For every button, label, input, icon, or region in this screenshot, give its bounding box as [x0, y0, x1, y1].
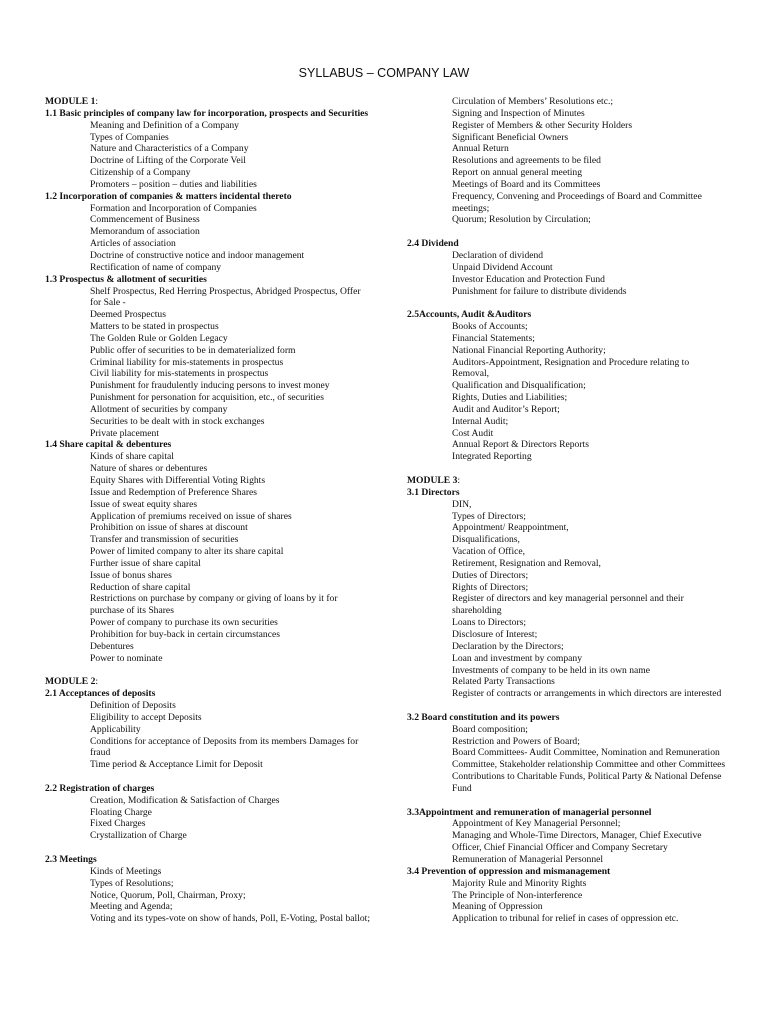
syllabus-topic: Civil liability for mis-statements in prospectus	[90, 368, 269, 380]
spacer	[45, 842, 370, 854]
syllabus-topic: Punishment for personation for acquisition, etc., of securities	[90, 392, 324, 404]
syllabus-topic: Appointment of Key Managerial Personnel;	[452, 818, 621, 830]
syllabus-topic: Types of Resolutions;	[90, 877, 174, 889]
syllabus-topic: Auditors-Appointment, Resignation and Procedure relating to Removal,	[452, 356, 690, 380]
spacer	[407, 700, 727, 712]
syllabus-topic: Equity Shares with Differential Voting Rights	[90, 475, 266, 486]
syllabus-topic: Rights, Duties and Liabilities;	[452, 392, 568, 404]
syllabus-topic: Audit and Auditor’s Report;	[452, 403, 560, 415]
syllabus-topic: Meaning and Definition of a Company	[90, 119, 239, 131]
syllabus-topic: Internal Audit;	[452, 415, 509, 427]
section-heading: 2.1 Acceptances of deposits	[45, 688, 156, 700]
syllabus-topic: The Golden Rule or Golden Legacy	[90, 332, 228, 344]
section-heading: 2.3 Meetings	[45, 854, 97, 865]
syllabus-topic: Board Committees- Audit Committee, Nomination and Remuneration Committee, Stakeholder relationship Committee and other Committees	[452, 747, 726, 771]
syllabus-topic: Promoters – position – duties and liabilities	[90, 178, 257, 190]
syllabus-topic: Further issue of share capital	[90, 557, 201, 569]
syllabus-topic: Related Party Transactions	[452, 676, 555, 688]
syllabus-topic: Applicability	[90, 723, 141, 735]
syllabus-topic: Rectification of name of company	[90, 261, 222, 273]
syllabus-topic: National Financial Reporting Authority;	[452, 344, 606, 356]
syllabus-topic: Prohibition for buy-back in certain circumstances	[90, 628, 280, 640]
spacer	[407, 795, 727, 807]
syllabus-topic: Prohibition on issue of shares at discount	[90, 522, 248, 534]
syllabus-topic: Doctrine of Lifting of the Corporate Veil	[90, 155, 246, 167]
syllabus-topic: Investor Education and Protection Fund	[452, 273, 605, 285]
syllabus-topic: Duties of Directors;	[452, 569, 529, 581]
module-heading	[45, 676, 370, 688]
syllabus-topic: Issue and Redemption of Preference Shares	[90, 486, 258, 498]
syllabus-topic: Criminal liability for mis-statements in prospectus	[90, 356, 284, 368]
syllabus-topic: Majority Rule and Minority Rights	[452, 877, 587, 889]
syllabus-topic: Annual Return	[452, 143, 509, 155]
syllabus-topic: Punishment for failure to distribute dividends	[452, 285, 627, 297]
section-heading: 2.4 Dividend	[407, 238, 459, 250]
syllabus-topic: Punishment for fraudulently inducing persons to invest money	[90, 380, 330, 392]
syllabus-topic: Reduction of share capital	[90, 581, 191, 593]
left-column	[45, 96, 370, 925]
syllabus-topic: Signing and Inspection of Minutes	[452, 107, 585, 119]
syllabus-topic: Application of premiums received on issue of shares	[90, 510, 292, 522]
syllabus-topic: Private placement	[90, 427, 159, 439]
page-title: SYLLABUS – COMPANY LAW	[298, 66, 470, 80]
syllabus-topic: Register of Members & other Security Holders	[452, 119, 633, 131]
syllabus-topic: Eligibility to accept Deposits	[90, 711, 202, 723]
syllabus-topic: Debentures	[90, 640, 134, 652]
spacer	[45, 665, 370, 677]
syllabus-topic: Types of Directors;	[452, 510, 526, 522]
module-label: MODULE 1	[45, 96, 96, 107]
syllabus-topic: Loan and investment by company	[452, 652, 583, 664]
section-heading: 3.4 Prevention of oppression and mismanagement	[407, 865, 611, 877]
syllabus-topic: Securities to be dealt with in stock exchanges	[90, 415, 265, 427]
syllabus-topic: Rights of Directors;	[452, 581, 529, 593]
syllabus-topic: Formation and Incorporation of Companies	[90, 202, 257, 214]
syllabus-topic: Issue of bonus shares	[90, 569, 172, 581]
syllabus-topic: Articles of association	[90, 238, 176, 250]
syllabus-topic: Loans to Directors;	[452, 617, 527, 629]
section-heading: 1.3 Prospectus & allotment of securities	[45, 273, 207, 285]
syllabus-topic: Power of limited company to alter its share capital	[90, 546, 284, 558]
syllabus-topic: Unpaid Dividend Account	[452, 261, 553, 273]
syllabus-topic: Retirement, Resignation and Removal,	[452, 557, 601, 569]
syllabus-topic: Frequency, Convening and Proceedings of Board and Committee meetings;	[452, 190, 702, 214]
syllabus-topic: Restriction and Powers of Board;	[452, 735, 580, 747]
syllabus-topic: Meeting and Agenda;	[90, 901, 173, 913]
syllabus-topic: Restrictions on purchase by company or giving of loans by it for purchase of its Shares	[90, 593, 338, 617]
syllabus-topic: Books of Accounts;	[452, 321, 528, 333]
syllabus-topic: Transfer and transmission of securities	[90, 534, 239, 546]
syllabus-topic: Power of company to purchase its own securities	[90, 617, 278, 629]
syllabus-topic: Meaning of Oppression	[452, 901, 543, 913]
syllabus-topic: Nature of shares or debentures	[90, 463, 208, 475]
section-heading: 3.1 Directors	[407, 486, 460, 498]
syllabus-topic: Declaration by the Directors;	[452, 640, 564, 652]
syllabus-topic: Conditions for acceptance of Deposits from its members Damages for fraud	[90, 735, 359, 759]
syllabus-topic: Creation, Modification & Satisfaction of Charges	[90, 794, 280, 806]
syllabus-topic: Investments of company to be held in its own name	[452, 664, 650, 676]
syllabus-topic: The Principle of Non-interference	[452, 889, 583, 901]
spacer	[407, 463, 727, 475]
syllabus-topic: Register of directors and key managerial personnel and their shareholding	[452, 593, 684, 617]
module-colon: :	[457, 475, 461, 486]
syllabus-topic: Circulation of Members’ Resolutions etc.;	[452, 96, 614, 107]
syllabus-topic: Doctrine of constructive notice and indoor management	[90, 249, 305, 261]
spacer	[407, 226, 727, 238]
syllabus-topic: Citizenship of a Company	[90, 167, 191, 179]
syllabus-topic: Allotment of securities by company	[90, 403, 228, 415]
syllabus-topic: Time period & Acceptance Limit for Deposit	[90, 759, 263, 771]
syllabus-topic: Commencement of Business	[90, 214, 200, 226]
module-label: MODULE 3	[407, 475, 458, 486]
syllabus-topic: Fixed Charges	[90, 818, 146, 830]
syllabus-topic: Board composition;	[452, 723, 528, 735]
syllabus-topic: Financial Statements;	[452, 332, 535, 344]
syllabus-topic: Types of Companies	[90, 131, 169, 143]
section-heading: 1.2 Incorporation of companies & matters incidental thereto	[45, 190, 292, 202]
syllabus-topic: Definition of Deposits	[90, 700, 176, 712]
section-heading: 1.1 Basic principles of company law for incorporation, prospects and Securities	[45, 107, 369, 119]
section-heading: 2.2 Registration of charges	[45, 782, 155, 794]
syllabus-topic: Voting and its types-vote on show of hands, Poll, E-Voting, Postal ballot;	[90, 913, 370, 925]
syllabus-topic: Significant Beneficial Owners	[452, 131, 569, 143]
syllabus-topic: Disclosure of Interest;	[452, 628, 538, 640]
syllabus-topic: Kinds of share capital	[90, 451, 174, 463]
syllabus-topic: Crystallization of Charge	[90, 830, 187, 842]
section-heading: 1.4 Share capital & debentures	[45, 439, 172, 451]
syllabus-topic: Deemed Prospectus	[90, 309, 166, 321]
right-column	[407, 96, 727, 925]
syllabus-topic: Issue of sweat equity shares	[90, 498, 198, 510]
syllabus-topic: Cost Audit	[452, 427, 494, 439]
module-colon: :	[95, 676, 99, 688]
syllabus-topic: Floating Charge	[90, 806, 152, 818]
syllabus-topic: Qualification and Disqualification;	[452, 380, 586, 392]
syllabus-topic: Shelf Prospectus, Red Herring Prospectus, Abridged Prospectus, Offer for Sale -	[90, 285, 361, 309]
syllabus-topic: Kinds of Meetings	[90, 865, 162, 877]
syllabus-topic: Memorandum of association	[90, 226, 200, 238]
module-heading	[45, 96, 370, 108]
syllabus-topic: Quorum; Resolution by Circulation;	[452, 214, 591, 226]
section-heading: 3.2 Board constitution and its powers	[407, 711, 560, 723]
section-heading: 3.3Appointment and remuneration of managerial personnel	[407, 806, 652, 818]
module-heading	[407, 475, 727, 487]
syllabus-topic: Vacation of Office,	[452, 546, 526, 558]
syllabus-topic: DIN,	[452, 498, 472, 510]
syllabus-topic: Power to nominate	[90, 652, 163, 664]
syllabus-topic: Integrated Reporting	[452, 451, 532, 463]
syllabus-topic: Notice, Quorum, Poll, Chairman, Proxy;	[90, 889, 246, 901]
section-heading: 2.5Accounts, Audit &Auditors	[407, 309, 532, 321]
spacer	[407, 297, 727, 309]
syllabus-topic: Application to tribunal for relief in cases of oppression etc.	[452, 913, 679, 925]
module-colon: :	[95, 96, 99, 107]
syllabus-topic: Contributions to Charitable Funds, Political Party & National Defense Fund	[452, 771, 722, 794]
syllabus-topic: Remuneration of Managerial Personnel	[452, 854, 604, 865]
module-label: MODULE 2	[45, 676, 96, 688]
syllabus-topic: Nature and Characteristics of a Company	[90, 143, 249, 155]
syllabus-topic: Meetings of Board and its Committees	[452, 178, 601, 190]
spacer	[45, 771, 370, 783]
syllabus-topic: Resolutions and agreements to be filed	[452, 155, 601, 167]
syllabus-topic: Managing and Whole-Time Directors, Manager, Chief Executive Officer, Chief Financial Officer and Company Secretary	[452, 830, 702, 854]
syllabus-topic: Disqualifications,	[452, 534, 520, 546]
syllabus-topic: Matters to be stated in prospectus	[90, 321, 219, 333]
syllabus-topic: Declaration of dividend	[452, 249, 544, 261]
syllabus-topic: Register of contracts or arrangements in which directors are interested	[452, 688, 722, 700]
syllabus-topic: Report on annual general meeting	[452, 167, 583, 179]
syllabus-topic: Annual Report & Directors Reports	[452, 439, 589, 451]
syllabus-topic: Public offer of securities to be in dematerialized form	[90, 344, 296, 356]
syllabus-topic: Appointment/ Reappointment,	[452, 522, 569, 534]
